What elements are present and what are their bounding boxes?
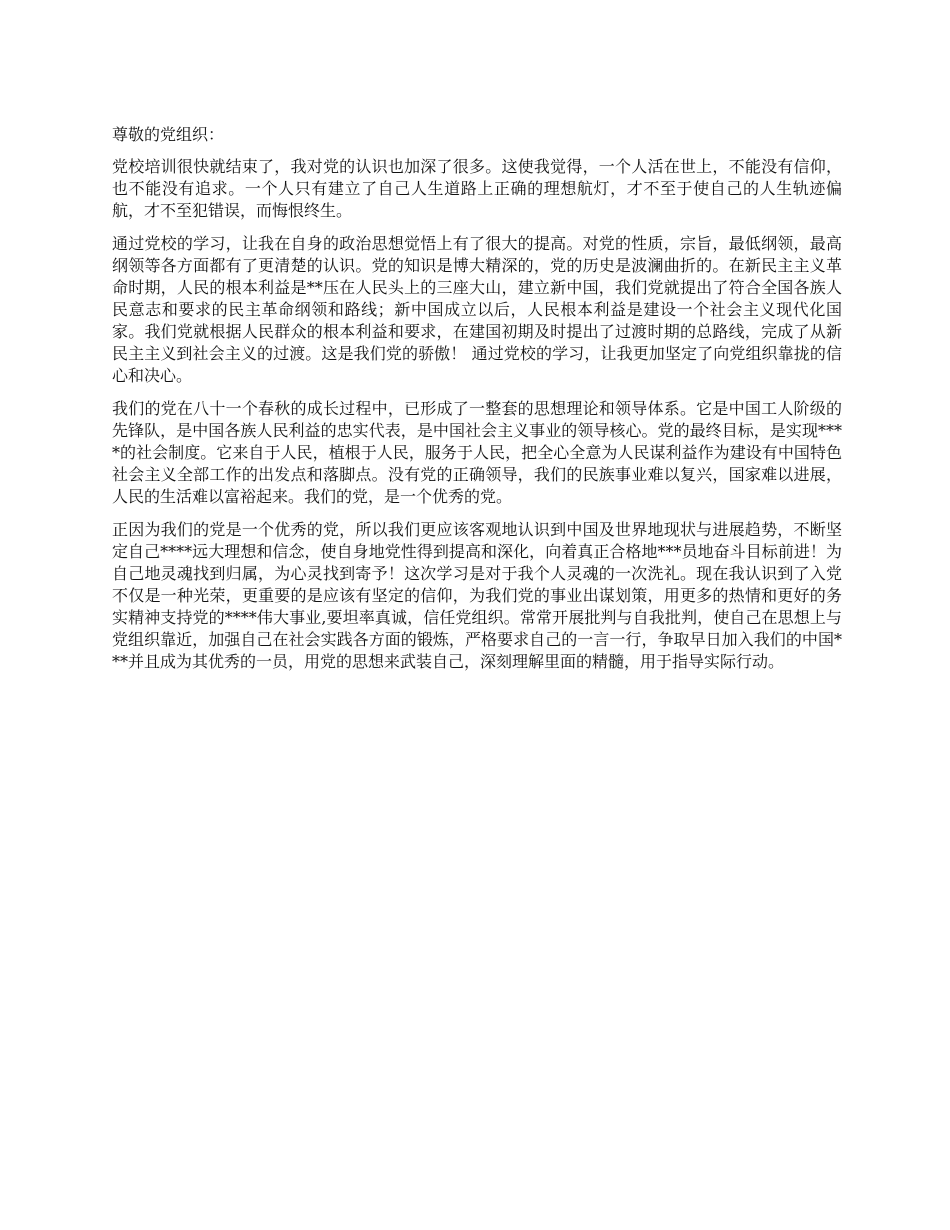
salutation: 尊敬的党组织：: [112, 125, 225, 144]
paragraph-3: 我们的党在八十一个春秋的成长过程中，已形成了一整套的思想理论和领导体系。它是中国工人阶级的先锋队，是中国各族人民利益的忠实代表，是中国社会主义事业的领导核心。党的最终目标，是实现****的社会制度。它来自于人民，植根于人民，服务于人民，把全心全意为人民谋利益作为建设有中国特色社会主义全部工作的出发点和落脚点。没有党的正确领导，我们的民族事业难以复兴，国家难以进展，人民的生活难以富裕起来。我们的党，是一个优秀的党。: [112, 399, 842, 506]
document-body: [112, 124, 842, 684]
paragraph-4: 正因为我们的党是一个优秀的党，所以我们更应该客观地认识到中国及世界地现状与进展趋势，不断坚定自己****远大理想和信念，使自身地党性得到提高和深化，向着真正合格地***员地奋斗目标前进！为自己地灵魂找到归属，为心灵找到寄予！这次学习是对于我个人灵魂的一次洗礼。现在我认识到了入党不仅是一种光荣，更重要的是应该有坚定的信仰，为我们党的事业出谋划策，用更多的热情和更好的务实精神支持党的****伟大事业,要坦率真诚，信任党组织。常常开展批判与自我批判，使自己在思想上与党组织靠近，加强自己在社会实践各方面的锻炼，严格要求自己的一言一行，争取早日加入我们的中国***并且成为其优秀的一员，用党的思想来武装自己，深刻理解里面的精髓，用于指导实际行动。: [112, 520, 842, 671]
paragraph-2: 通过党校的学习，让我在自身的政治思想觉悟上有了很大的提高。对党的性质，宗旨，最低纲领，最高纲领等各方面都有了更清楚的认识。党的知识是博大精深的，党的历史是波澜曲折的。在新民主主义革命时期，人民的根本利益是**压在人民头上的三座大山，建立新中国，我们党就提出了符合全国各族人民意志和要求的民主革命纲领和路线；新中国成立以后，人民根本利益是建设一个社会主义现代化国家。我们党就根据人民群众的根本利益和要求，在建国初期及时提出了过渡时期的总路线，完成了从新民主主义到社会主义的过渡。这是我们党的骄傲！ 通过党校的学习，让我更加坚定了向党组织靠拢的信心和决心。: [112, 234, 842, 385]
paragraph-1: 党校培训很快就结束了，我对党的认识也加深了很多。这使我觉得，一个人活在世上，不能没有信仰，也不能没有追求。一个人只有建立了自己人生道路上正确的理想航灯，才不至于使自己的人生轨迹偏航，才不至犯错误，而悔恨终生。: [112, 157, 842, 220]
